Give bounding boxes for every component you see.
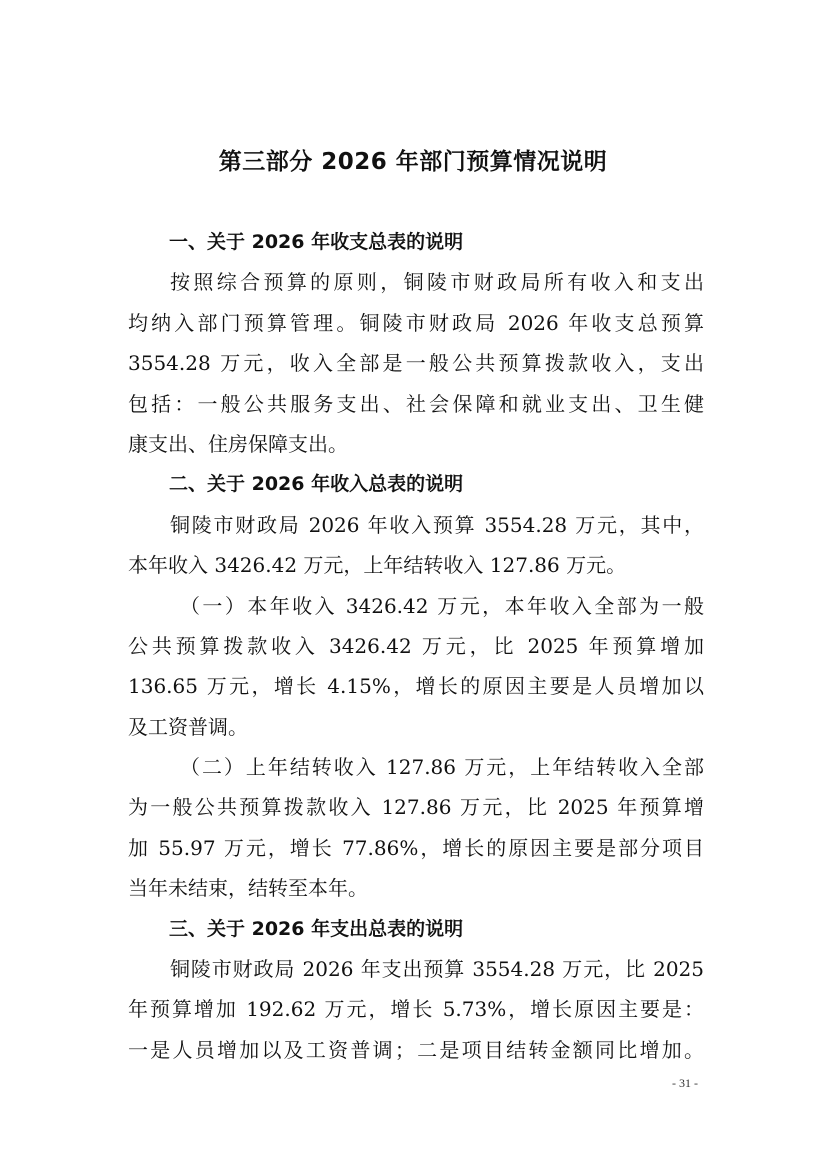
page-title: 第三部分 2026 年部门预算情况说明	[218, 149, 608, 175]
paragraph-line: 公共预算拨款收入 3426.42 万元，比 2025 年预算增加	[128, 633, 704, 658]
paragraph-line: 年预算增加 192.62 万元，增长 5.73%，增长原因主要是：	[128, 997, 704, 1022]
paragraph-line: 136.65 万元，增长 4.15%，增长的原因主要是人员增加以	[128, 674, 704, 699]
paragraph-line: 及工资普调。	[128, 714, 248, 739]
section-heading-1: 一、关于 2026 年收支总表的说明	[169, 231, 464, 253]
paragraph-line: 当年未结束，结转至本年。	[128, 876, 368, 901]
paragraph-line: （二）上年结转收入 127.86 万元，上年结转收入全部	[180, 755, 704, 780]
paragraph-line: 本年收入 3426.42 万元，上年结转收入 127.86 万元。	[128, 553, 627, 578]
paragraph-line: 包括：一般公共服务支出、社会保障和就业支出、卫生健	[128, 391, 704, 416]
section-heading-2: 二、关于 2026 年收入总表的说明	[169, 473, 464, 496]
paragraph-line: （一）本年收入 3426.42 万元，本年收入全部为一般	[180, 593, 704, 618]
paragraph-line: 康支出、住房保障支出。	[128, 431, 348, 456]
paragraph-line: 按照综合预算的原则，铜陵市财政局所有收入和支出	[170, 270, 704, 295]
paragraph-line: 为一般公共预算拨款收入 127.86 万元，比 2025 年预算增	[128, 795, 704, 820]
paragraph-line: 铜陵市财政局 2026 年支出预算 3554.28 万元，比 2025	[170, 957, 704, 982]
paragraph-line: 铜陵市财政局 2026 年收入预算 3554.28 万元，其中，	[170, 512, 704, 537]
document-body	[128, 222, 704, 1070]
paragraph-line: 均纳入部门预算管理。铜陵市财政局 2026 年收支总预算	[128, 310, 704, 335]
paragraph-line: 3554.28 万元，收入全部是一般公共预算拨款收入，支出	[128, 351, 704, 376]
page-number: - 31 -	[672, 1076, 698, 1090]
paragraph-line: 加 55.97 万元，增长 77.86%，增长的原因主要是部分项目	[128, 835, 704, 860]
paragraph-line: 一是人员增加以及工资普调；二是项目结转金额同比增加。	[128, 1037, 704, 1062]
section-heading-3: 三、关于 2026 年支出总表的说明	[169, 917, 464, 940]
